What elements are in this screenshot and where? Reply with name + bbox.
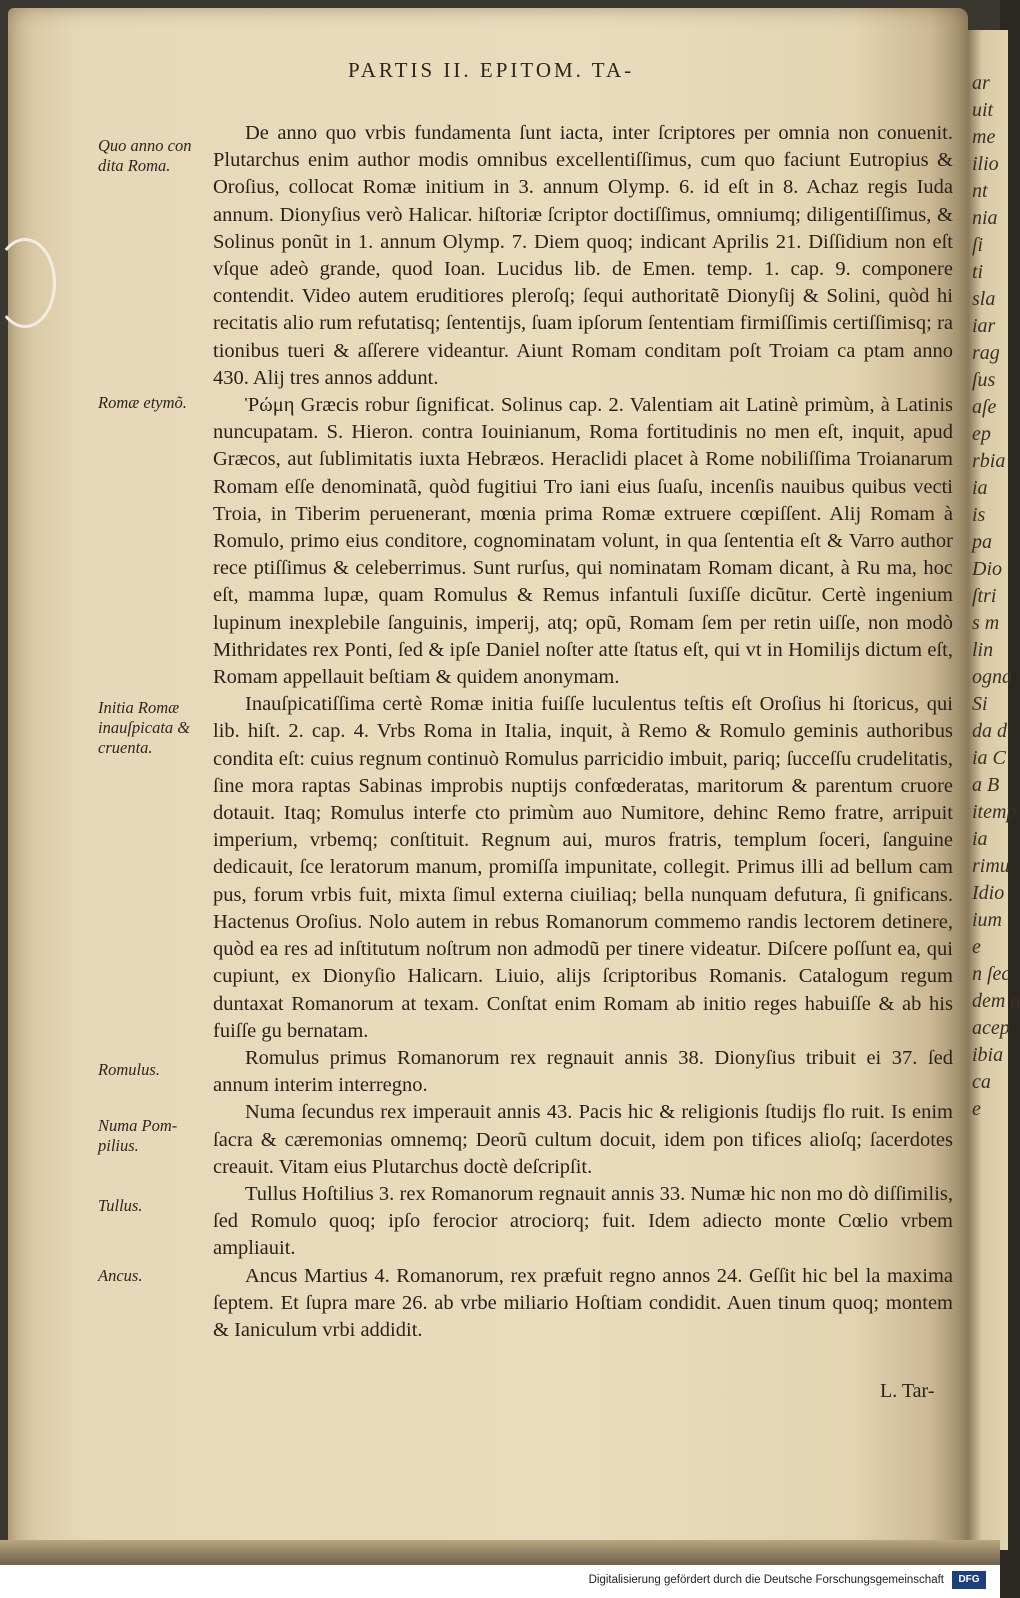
paragraph-initia: Inauſpicatiſſima certè Romæ initia fuiſſe luculentus teſtis eſt Oroſius hi ſtoricus, qui lib. hiſt. 2. cap. 4. Vrbs Roma in Italia, inquit, à Remo & Romulo geminis authoribus condita eſt: cuius regnum continuò Romulus parricidio imbuit, pariq; ſucceſſu crudelitatis, ſine mora raptas Sabinas improbis nuptijs confœderatas, maritorum & parentum cruore dotauit. Itaq; Romulus interfe cto primùm auo Numitore, dehinc Remo fratre, arripuit imperium, vrbemq; conſtituit. Regnum aui, muros fratris, templum ſoceri, ſanguine dedicauit, ſce leratorum manum, promiſſa impunitate, collegit. Primus illi ad bellum cam pus, forum vrbis fuit, mixta ſimul externa ciuiliaq; bella nunquam defutura, ſi gnificans. Hactenus Oroſius. Nolo autem in rebus Romanorum commemo randis lectorem detinere, quòd ea res ad inſtitutum noſtrum non admodũ per tinere videatur. Diſcere poſſunt ea, qui cupiunt, ex Dionyſio Halicarn. Liuio, alijs ſcriptoribus Romanis. Catalogum regum duntaxat Romanorum at texam. Conſtat enim Romam ab initio reges habuiſſe & ab his fuiſſe gu bernatam. bbox=[213, 693, 953, 1042]
margin-note-numa: Numa Pom- pilius. bbox=[98, 1116, 178, 1155]
binding-ring bbox=[0, 238, 56, 328]
facing-page-fragment: lin bbox=[972, 639, 994, 661]
running-header bbox=[348, 58, 948, 83]
facing-page-fragment: Dio bbox=[972, 558, 1002, 580]
facing-page-fragment: ar bbox=[972, 72, 990, 94]
paragraph-ancus: Ancus Martius 4. Romanorum, rex præfuit regno annos 24. Geſſit hic bel la maxima ſeptem. Et ſupra mare 26. ab vrbe miliario Hoſtiam condidit. Auen tinum quoq; montem & Ianiculum vrbi addidit. bbox=[213, 1264, 953, 1341]
facing-page-fragment: ca bbox=[972, 1071, 991, 1093]
footer-credit: Digitalisierung gefördert durch die Deutsche Forschungsgemeinschaft bbox=[588, 1574, 944, 1586]
paragraph-anno: De anno quo vrbis fundamenta ſunt iacta, inter ſcriptores per omnia non conuenit. Plutarchus enim author modis omnibus excellentiſſimus, cum quo faciunt Eutropius & Oroſius, collocat Romæ initium in 3. annum Olymp. 6. id eſt in 8. Achaz regis Iuda annum. Dionyſius verò Halicar. hiſtoriæ ſcriptor doctiſſimus, omniumq; diligentiſſimus, & Solinus ponũt in 1. annum Olymp. 7. Diem quoq; indicant Aprilis 21. Diſſidium non eſt vſque adeò grande, quod Ioan. Lucidus lib. de Emen. temp. 1. cap. 9. componere contendit. Video autem eruditiores pleroſq; ſequi authoritatẽ Dionyſij & Solini, quòd hi recitatis alio rum refutatisq; ſententijs, ſuam ipſorum ſententiam firmiſſimis certiſſimisq; ra tionibus tueri & aſſerere videantur. Aiunt Romam conditam poſt Troiam ca ptam anno 430. Alij tres annos addunt. bbox=[213, 122, 953, 389]
facing-page-fragment: ti bbox=[972, 261, 984, 283]
facing-page-fragment: n ſec bbox=[972, 963, 1011, 985]
facing-page-edge bbox=[968, 30, 1020, 1550]
paragraph-romulus: Romulus primus Romanorum rex regnauit annis 38. Dionyſius tribuit ei 37. ſed annum interim interregno. bbox=[213, 1046, 953, 1097]
facing-page-fragment: rbia bbox=[972, 450, 1006, 472]
facing-page-fragment: itemp bbox=[972, 801, 1017, 823]
catchword: L. Tar- bbox=[880, 1380, 935, 1402]
facing-page-fragment: ium bbox=[972, 909, 1002, 931]
facing-page-fragment: rimu bbox=[972, 855, 1010, 877]
facing-page-fragment: s m bbox=[972, 612, 1000, 634]
paragraph-tullus: Tullus Hoſtilius 3. rex Romanorum regnauit annis 33. Numæ hic non mo dò diſſimilis, ſed Romulo quoq; ipſo ferocior atrociorq; fuit. Idem adiecto monte Cœlio vrbem ampliauit. bbox=[213, 1182, 953, 1260]
facing-page-fragment: Si bbox=[972, 693, 988, 715]
facing-page-fragment: e bbox=[972, 1098, 981, 1120]
book-page bbox=[8, 8, 968, 1558]
margin-note-romulus: Romulus. bbox=[98, 1060, 160, 1079]
facing-page-fragment: iar bbox=[972, 315, 996, 337]
facing-page-fragment: ibia bbox=[972, 1044, 1004, 1066]
facing-page-fragment: ia C bbox=[972, 747, 1006, 769]
main-text bbox=[213, 120, 953, 1344]
margin-note-quo-anno: Quo anno con dita Roma. bbox=[98, 136, 192, 175]
facing-page-fragment: e bbox=[972, 936, 981, 958]
facing-page-fragment: aſe bbox=[972, 396, 997, 418]
facing-page-fragment: dem a bbox=[972, 990, 1020, 1012]
paragraph-etymo: Ῥώμη Græcis robur ſignificat. Solinus cap. 2. Valentiam ait Latinè primùm, à Latinis nuncupatam. S. Hieron. contra Iouinianum, Roma fortitudinis no men eſt, inquit, apud Græcos, aut ſublimitatis iuxta Hebræos. Heraclidi placet à Rome nobiliſſima Troianarum Romam eſſe denominatã, quòd fugitiui Tro iani eius ſuaſu, incenſis nauibus quibus vecti Troia, in Tiberim peruenerant, mœnia prima Romæ extruere cœpiſſent. Alij Romam à Romulo, primo eius conditore, cognominatam volunt, in qua ſententia eſt & Varro author rece ptiſſimus & celeberrimus. Sunt rurſus, qui nominatam Romam dicant, à Ru ma, hoc eſt, mamma lupæ, quam Romulus & Remus infantuli ſuxiſſe dicũtur. Certè ingenium lupinum inexplebile ſanguinis, imperij, atq; opũ, Romam ſem per retin uiſſe, non modò Mithridates rex Ponti, ſed & ipſe Daniel noſter atte ſtatus eſt, qui vt in Homilijs dictum eſt, Romam appellauit beſtiam & quidem anonymam. bbox=[213, 394, 953, 689]
footer-bar bbox=[0, 1565, 1000, 1598]
facing-page-fragment: a B bbox=[972, 774, 1000, 796]
facing-page-fragment: acep bbox=[972, 1017, 1010, 1039]
facing-page-fragment: nia bbox=[972, 207, 998, 229]
facing-page-fragment: ep bbox=[972, 423, 991, 445]
facing-page-fragment: da d bbox=[972, 720, 1007, 742]
margin-note-initia: Initia Romæ inauſpicata & cruenta. bbox=[98, 698, 191, 757]
facing-page-fragment: Idio bbox=[972, 882, 1005, 904]
dfg-logo: DFG bbox=[952, 1571, 986, 1589]
facing-page-fragment: uit bbox=[972, 99, 994, 121]
facing-page-fragment: ſi bbox=[972, 234, 984, 256]
facing-page-fragment: is bbox=[972, 504, 986, 526]
facing-page-fragment: sla bbox=[972, 288, 996, 310]
facing-page-fragment: nt bbox=[972, 180, 988, 202]
facing-page-fragment: ſtri bbox=[972, 585, 997, 607]
paragraph-numa: Numa ſecundus rex imperauit annis 43. Pacis hic & religionis ſtudijs flo ruit. Is enim ſacra & cæremonias omnemq; Deorũ cultum docuit, idem pon tifices alioſq; ſacerdotes creauit. Vitam eius Plutarchus doctè deſcripſit. bbox=[213, 1101, 953, 1178]
facing-page-fragment: ogna bbox=[972, 666, 1012, 688]
margin-note-tullus: Tullus. bbox=[98, 1196, 143, 1215]
facing-page-fragment: ilio bbox=[972, 153, 999, 175]
page-bottom-edge bbox=[0, 1540, 1000, 1565]
facing-page-fragment: ſus bbox=[972, 369, 996, 391]
facing-page-fragments bbox=[972, 70, 1020, 1123]
running-title: PARTIS II. EPITOM. TA- bbox=[348, 58, 635, 82]
facing-page-fragment: rag bbox=[972, 342, 1000, 364]
facing-page-fragment: me bbox=[972, 126, 996, 148]
facing-page-fragment: ia bbox=[972, 477, 988, 499]
facing-page-fragment: pa bbox=[972, 531, 992, 553]
margin-note-romae-etymo: Romæ etymõ. bbox=[98, 393, 187, 412]
margin-note-ancus: Ancus. bbox=[98, 1266, 143, 1285]
facing-page-fragment: ia bbox=[972, 828, 988, 850]
